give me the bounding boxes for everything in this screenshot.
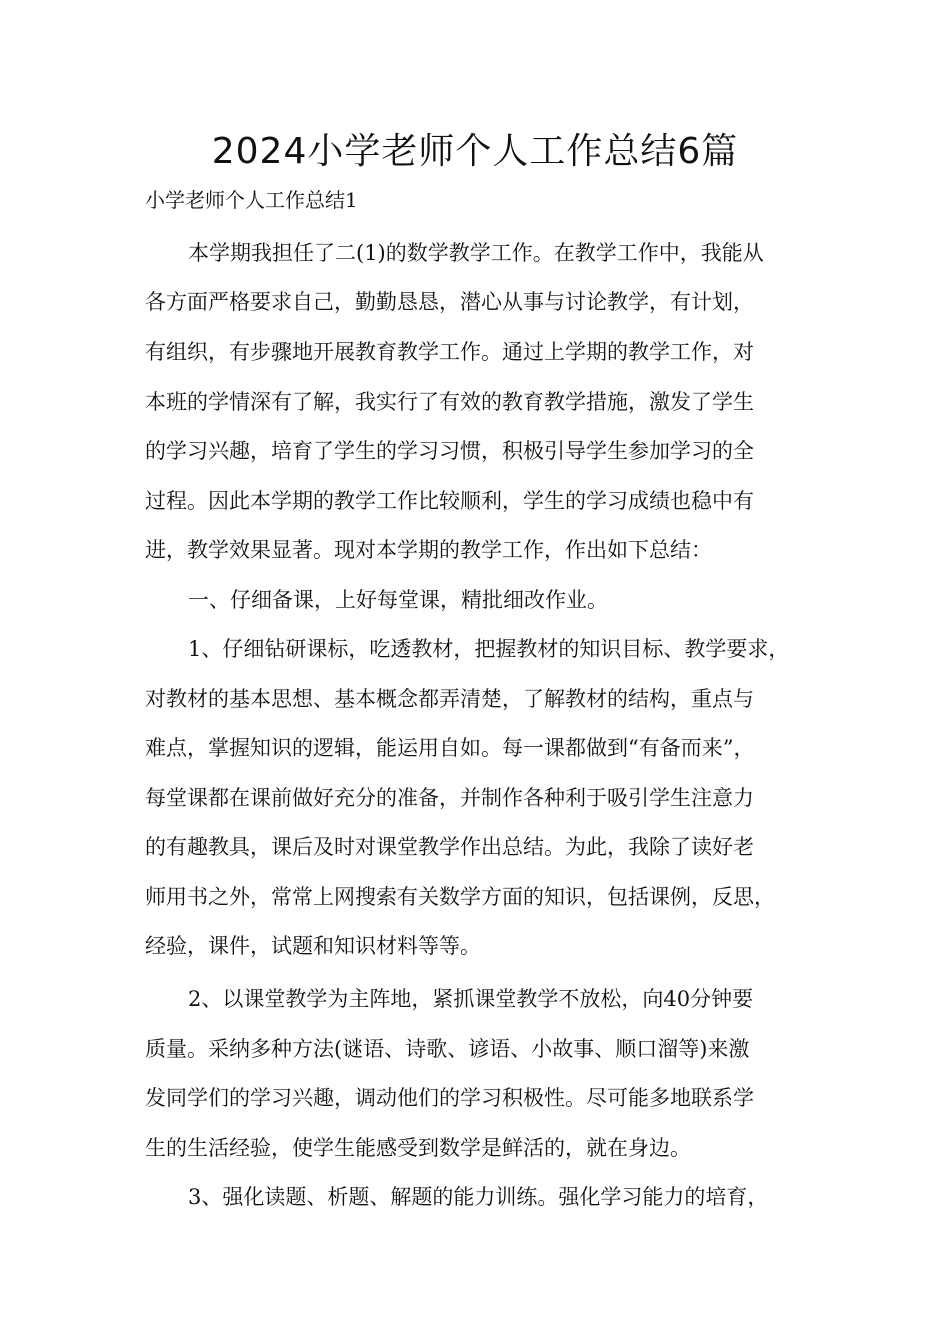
paragraph-1-line-7: 进，教学效果显著。现对本学期的教学工作，作出如下总结： <box>145 538 712 562</box>
item-1-line-2: 对教材的基本思想、基本概念都弄清楚，了解教材的结构，重点与 <box>145 687 754 711</box>
paragraph-1-line-5: 的学习兴趣，培育了学生的学习习惯，积极引导学生参加学习的全 <box>145 439 754 463</box>
document-title: 2024小学老师个人工作总结6篇 <box>211 131 739 172</box>
item-1-line-7: 经验，课件，试题和知识材料等等。 <box>145 934 481 958</box>
section-one-heading: 一、仔细备课，上好每堂课，精批细改作业。 <box>188 588 608 612</box>
paragraph-1-line-4: 本班的学情深有了解，我实行了有效的教育教学措施，激发了学生 <box>145 390 754 414</box>
paragraph-1-line-1: 本学期我担任了二(1)的数学教学工作。在教学工作中，我能从 <box>188 241 764 265</box>
item-2-line-3: 发同学们的学习兴趣，调动他们的学习积极性。尽可能多地联系学 <box>145 1086 754 1110</box>
paragraph-1-line-2: 各方面严格要求自己，勤勤恳恳，潜心从事与讨论教学，有计划， <box>145 290 754 314</box>
item-3-line-1: 3、强化读题、析题、解题的能力训练。强化学习能力的培育， <box>188 1185 769 1209</box>
paragraph-1-line-6: 过程。因此本学期的教学工作比较顺利，学生的学习成绩也稳中有 <box>145 489 754 513</box>
section-heading: 小学老师个人工作总结1 <box>145 188 358 212</box>
item-1-line-5: 的有趣教具，课后及时对课堂教学作出总结。为此，我除了读好老 <box>145 835 754 859</box>
item-2-line-2: 质量。采纳多种方法(谜语、诗歌、谚语、小故事、顺口溜等)来激 <box>145 1037 750 1061</box>
item-2-line-4: 生的生活经验，使学生能感受到数学是鲜活的，就在身边。 <box>145 1136 691 1160</box>
item-1-line-1: 1、仔细钻研课标，吃透教材，把握教材的知识目标、教学要求， <box>188 637 790 661</box>
item-1-line-6: 师用书之外，常常上网搜索有关数学方面的知识，包括课例，反思， <box>145 885 775 909</box>
item-1-line-3: 难点，掌握知识的逻辑，能运用自如。每一课都做到“有备而来”， <box>145 736 755 760</box>
item-2-line-1: 2、以课堂教学为主阵地，紧抓课堂教学不放松，向40分钟要 <box>188 987 754 1011</box>
paragraph-1-line-3: 有组织，有步骤地开展教育教学工作。通过上学期的教学工作，对 <box>145 340 754 364</box>
item-1-line-4: 每堂课都在课前做好充分的准备，并制作各种利于吸引学生注意力 <box>145 786 754 810</box>
